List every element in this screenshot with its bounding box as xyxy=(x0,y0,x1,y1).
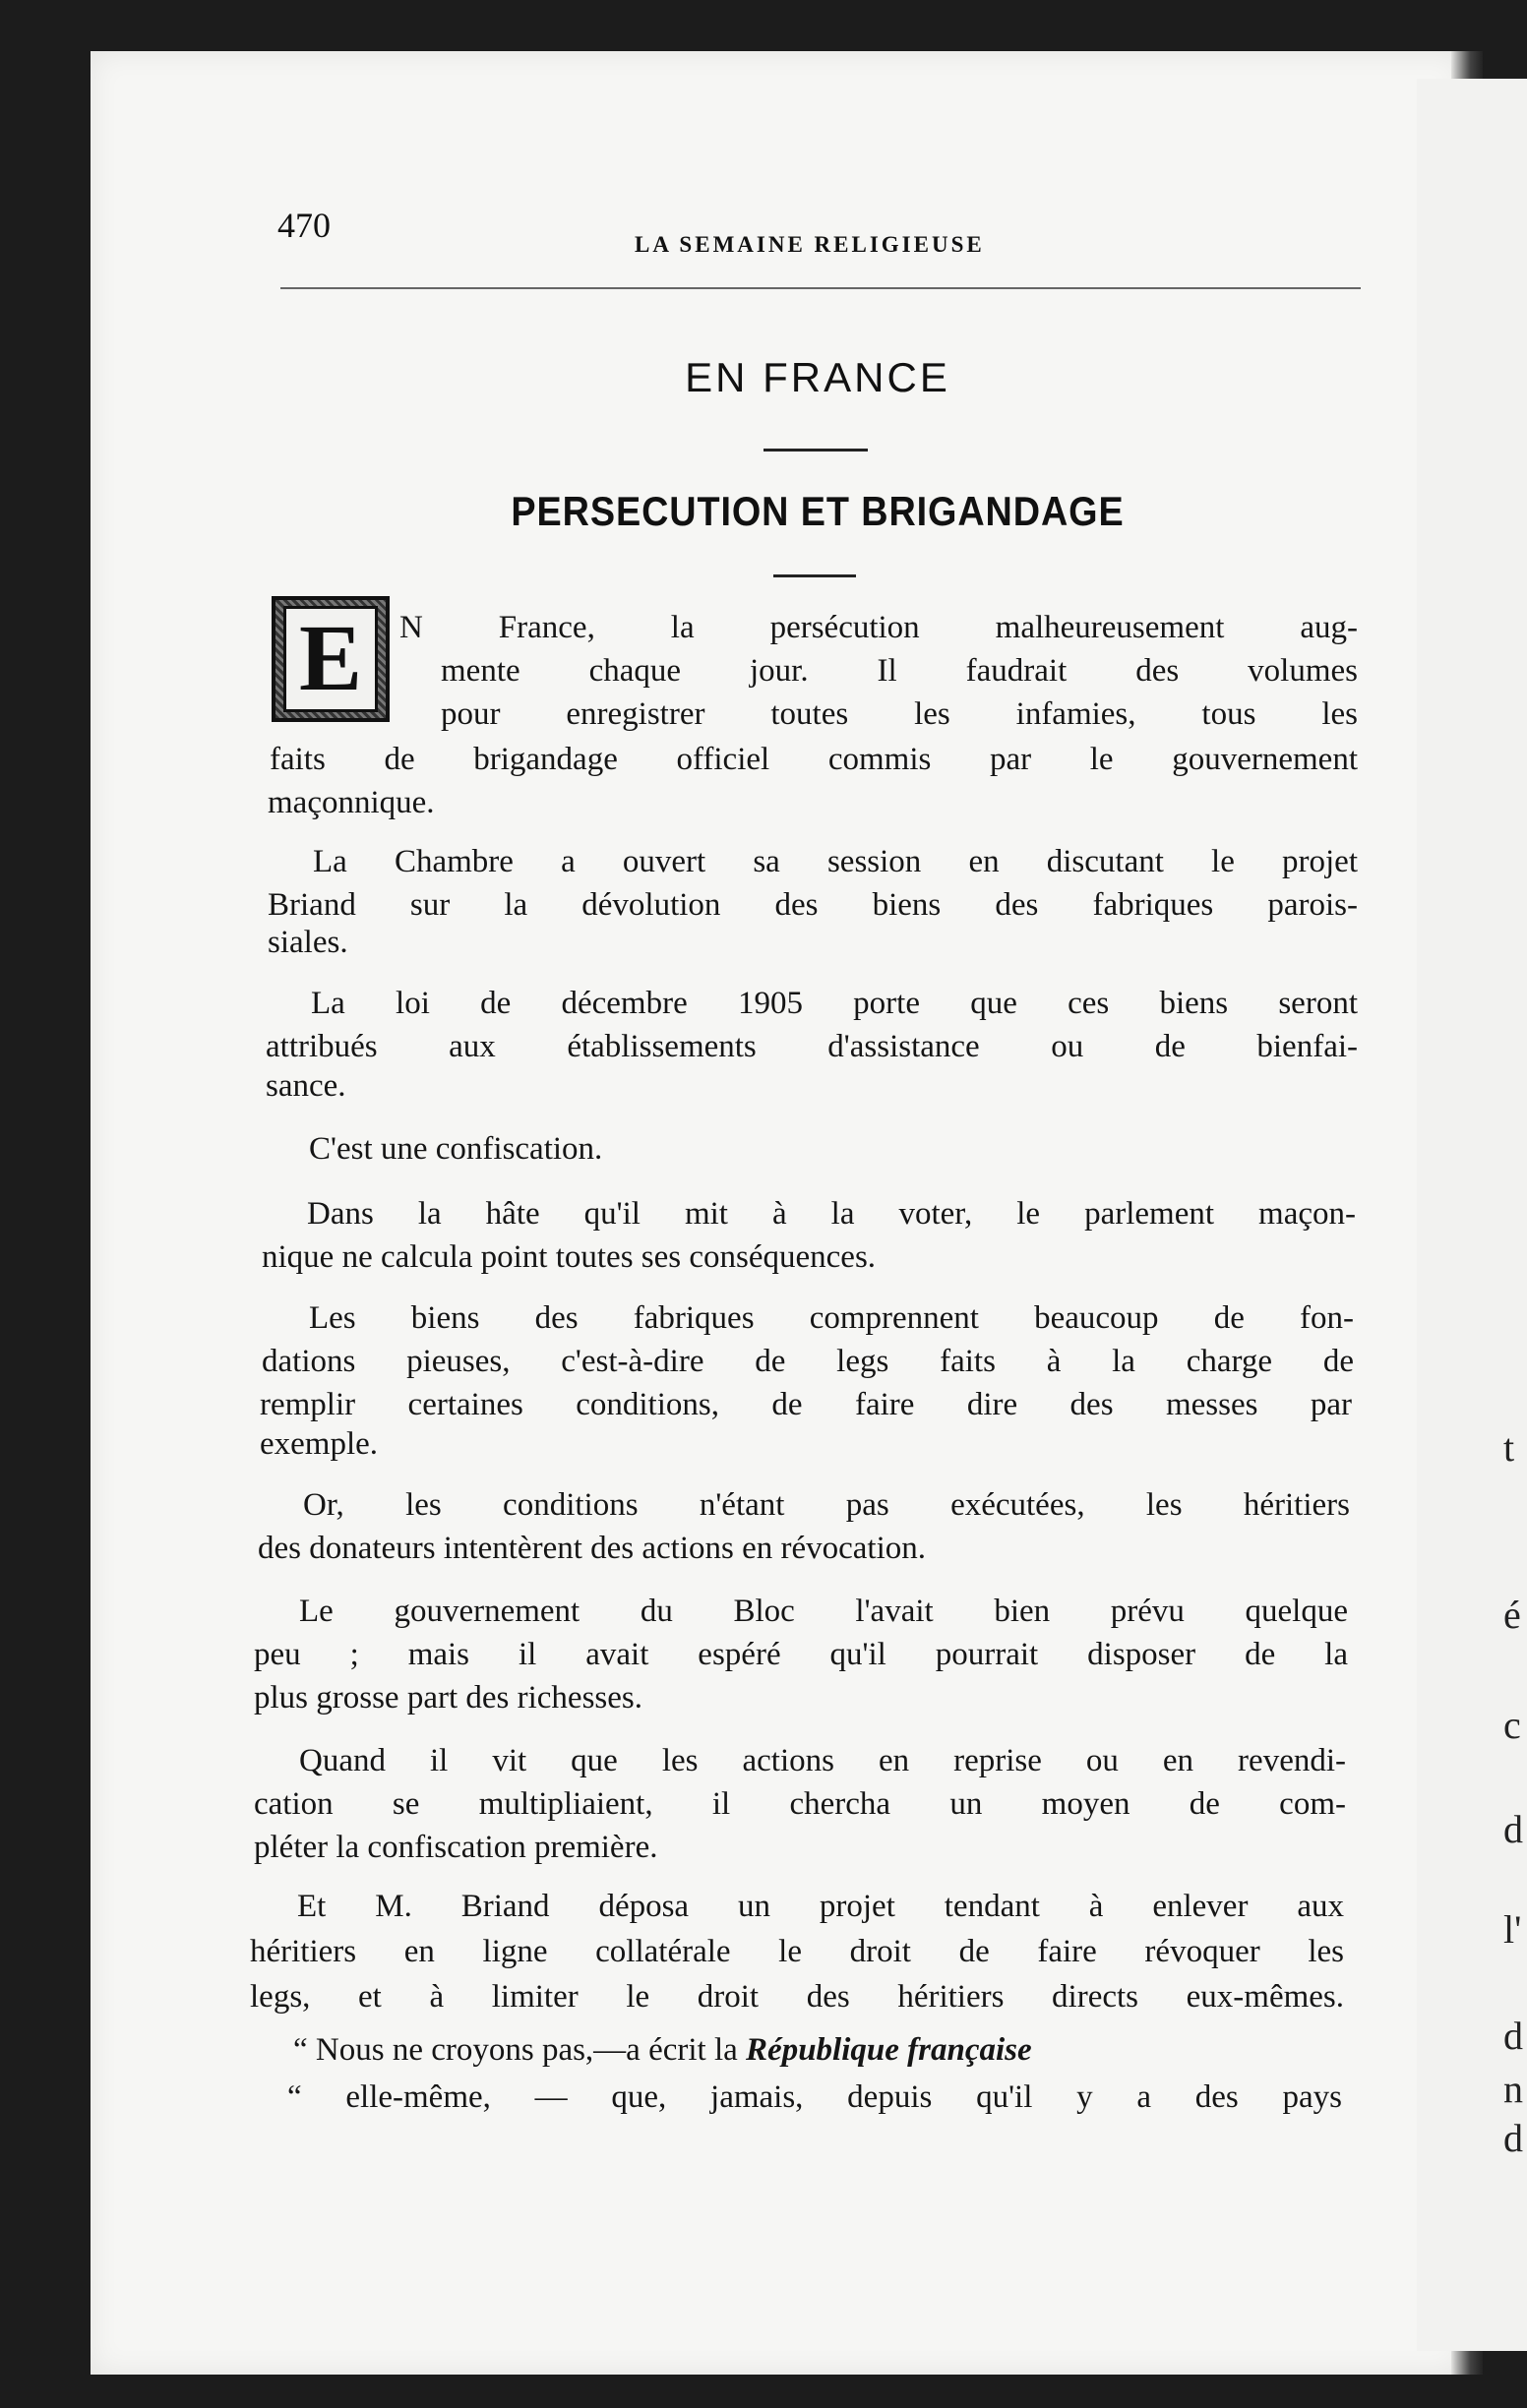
text-line: maçonnique. xyxy=(268,785,435,820)
text-line: pour enregistrer toutes les infamies, tous les xyxy=(441,696,1358,732)
header-rule xyxy=(280,287,1361,289)
text-line: siales. xyxy=(268,925,348,960)
page-number: 470 xyxy=(277,206,331,245)
adjacent-page-letter: t xyxy=(1503,1425,1515,1470)
text-line: Et M. Briand déposa un projet tendant à enlever aux xyxy=(297,1889,1344,1924)
text-line: des donateurs intentèrent des actions en révocation. xyxy=(258,1531,927,1566)
adjacent-page-letter: d xyxy=(1503,2014,1523,2058)
text-line: “ elle-même, — que, jamais, depuis qu'il y a des pays xyxy=(287,2079,1342,2115)
adjacent-page-edge xyxy=(1417,79,1527,2351)
text-line-with-italic xyxy=(293,2030,1342,2070)
text-line: cation se multipliaient, il chercha un moyen de com- xyxy=(254,1786,1346,1822)
adjacent-page-letter: c xyxy=(1503,1703,1521,1747)
adjacent-page-letter: é xyxy=(1503,1593,1521,1637)
drop-cap-letter: E xyxy=(283,606,378,712)
text-line: N France, la persécution malheureusement aug- xyxy=(399,610,1358,645)
text-line: héritiers en ligne collatérale le droit de faire révoquer les xyxy=(250,1934,1344,1969)
text-line: La Chambre a ouvert sa session en discutant le projet xyxy=(313,844,1358,879)
title-divider xyxy=(764,449,868,452)
text-line: peu ; mais il avait espéré qu'il pourrait disposer de la xyxy=(254,1637,1348,1672)
adjacent-page-letter: n xyxy=(1503,2067,1523,2111)
running-title: LA SEMAINE RELIGIEUSE xyxy=(635,232,985,257)
text-line: remplir certaines conditions, de faire dire des messes par xyxy=(260,1387,1352,1422)
text-line: Quand il vit que les actions en reprise ou en revendi- xyxy=(299,1743,1346,1778)
text-line: nique ne calcula point toutes ses conséquences. xyxy=(262,1239,877,1275)
adjacent-page-letter: d xyxy=(1503,1807,1523,1851)
text-line: attribués aux établissements d'assistance ou de bienfai- xyxy=(266,1029,1358,1064)
section-title: EN FRANCE xyxy=(685,354,950,400)
text-line: mente chaque jour. Il faudrait des volumes xyxy=(441,653,1358,689)
text-line: C'est une confiscation. xyxy=(309,1131,603,1167)
adjacent-page-letter: d xyxy=(1503,2116,1523,2160)
text-line: faits de brigandage officiel commis par le gouvernement xyxy=(270,742,1358,777)
italic-source-title: République française xyxy=(746,2032,1032,2068)
text-line: exemple. xyxy=(260,1426,379,1462)
text-line: plus grosse part des richesses. xyxy=(254,1680,643,1716)
drop-cap xyxy=(272,596,390,722)
text-line: pléter la confiscation première. xyxy=(254,1830,658,1865)
text-line: Dans la hâte qu'il mit à la voter, le parlement maçon- xyxy=(307,1196,1356,1232)
text-line: Le gouvernement du Bloc l'avait bien prévu quelque xyxy=(299,1594,1348,1629)
page-header xyxy=(187,197,1358,256)
text-line: Les biens des fabriques comprennent beaucoup de fon- xyxy=(309,1300,1354,1336)
title-divider xyxy=(773,574,856,577)
text-line: dations pieuses, c'est-à-dire de legs faits à la charge de xyxy=(262,1344,1354,1379)
text-line: legs, et à limiter le droit des héritiers directs eux-mêmes. xyxy=(250,1979,1344,2015)
text-line: sance. xyxy=(266,1068,346,1104)
text-line: Or, les conditions n'étant pas exécutées, les héritiers xyxy=(303,1487,1350,1523)
text-line: La loi de décembre 1905 porte que ces biens seront xyxy=(311,986,1358,1021)
adjacent-page-letter: l' xyxy=(1503,1907,1522,1952)
text-line: “ Nous ne croyons pas,—a écrit la xyxy=(293,2032,738,2068)
text-line: Briand sur la dévolution des biens des fabriques parois- xyxy=(268,887,1358,923)
article-title: PERSECUTION ET BRIGANDAGE xyxy=(511,488,1125,534)
